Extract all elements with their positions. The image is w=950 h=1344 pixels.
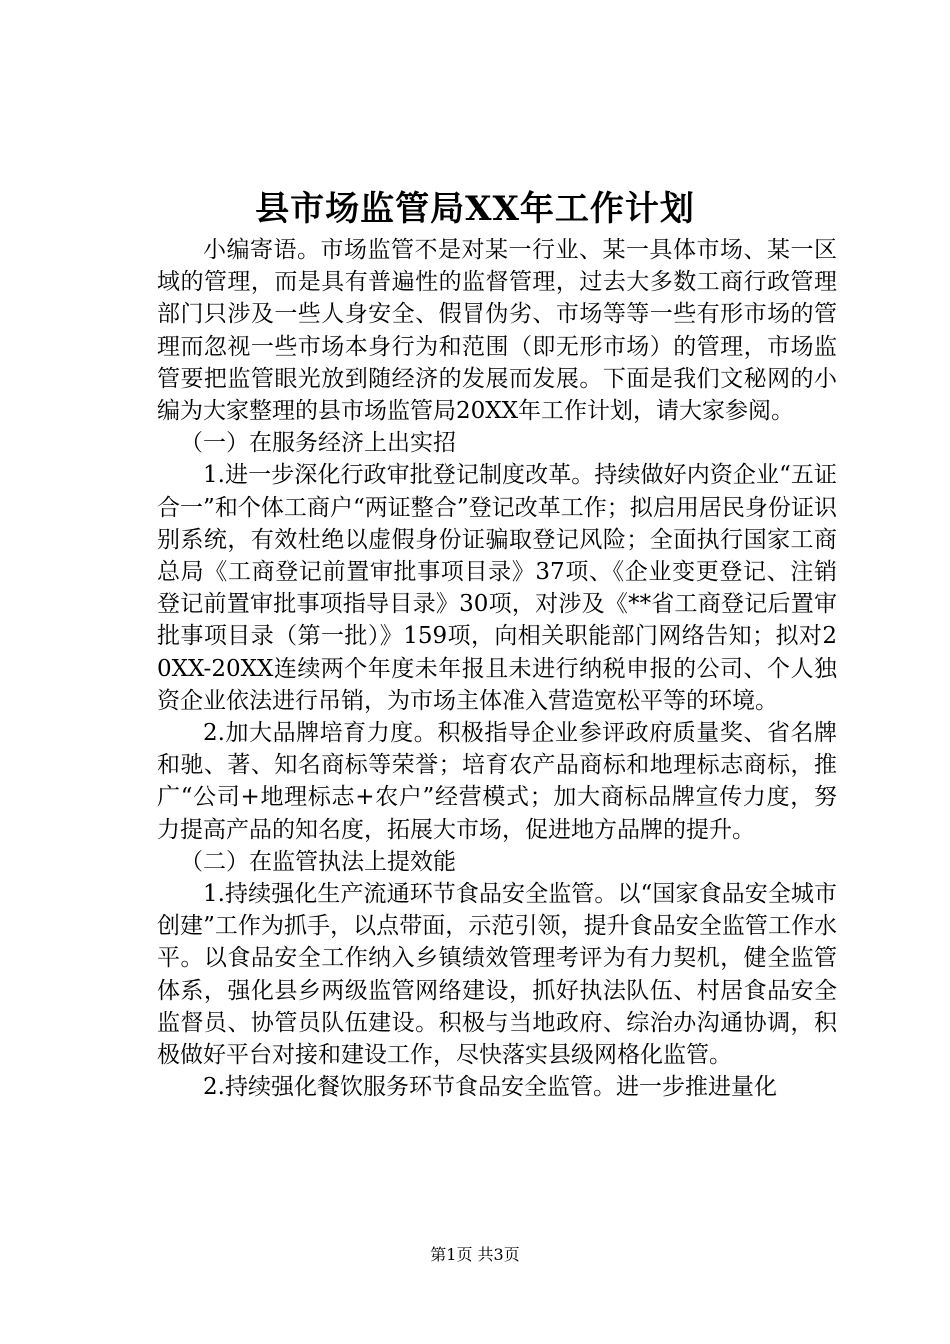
paragraph-item: 2.持续强化餐饮服务环节食品安全监管。进一步推进量化	[203, 1074, 777, 1101]
section-heading-1: （一）在服务经济上出实招	[180, 430, 456, 457]
paragraph-intro: 小编寄语。市场监管不是对某一行业、某一具体市场、某一区域的管理，而是具有普遍性的监督管理，过去大多数工商行政管理部门只涉及一些人身安全、假冒伪劣、市场等等一些有形市场的管理而忽视一些市场本身行为和范围（即无形市场）的管理，市场监管要把监管眼光放到随经济的发展而发展。下面是我们文秘网的小编为大家整理的县市场监管局20XX年工作计划，请大家参阅。	[157, 237, 837, 425]
page-footer: 第1页 共3页	[430, 1245, 520, 1264]
paragraph-item: 1.进一步深化行政审批登记制度改革。持续做好内资企业“五证合一”和个体工商户“两证整合”登记改革工作；拟启用居民身份证识别系统，有效杜绝以虚假身份证骗取登记风险；全面执行国家工商总局《工商登记前置审批事项目录》37项、《企业变更登记、注销登记前置审批事项指导目录》30项，对涉及《**省工商登记后置审批事项目录（第一批）》159项，向相关职能部门网络告知；拟对20XX-20XX连续两个年度未年报且未进行纳税申报的公司、个人独资企业依法进行吊销，为市场主体准入营造宽松平等的环境。	[157, 462, 837, 714]
document-title: 县市场监管局XX年工作计划	[255, 189, 695, 229]
section-heading-2: （二）在监管执法上提效能	[180, 848, 456, 875]
document-body	[157, 234, 837, 1103]
paragraph-item: 1.持续强化生产流通环节食品安全监管。以“国家食品安全城市创建”工作为抓手，以点带面，示范引领，提升食品安全监管工作水平。以食品安全工作纳入乡镇绩效管理考评为有力契机，健全监管体系，强化县乡两级监管网络建设，抓好执法队伍、村居食品安全监督员、协管员队伍建设。积极与当地政府、综治办沟通协调，积极做好平台对接和建设工作，尽快落实县级网格化监管。	[157, 881, 837, 1069]
paragraph-item: 2.加大品牌培育力度。积极指导企业参评政府质量奖、省名牌和驰、著、知名商标等荣誉；培育农产品商标和地理标志商标，推广“公司+地理标志+农户”经营模式；加大商标品牌宣传力度，努力提高产品的知名度，拓展大市场，促进地方品牌的提升。	[157, 720, 837, 843]
